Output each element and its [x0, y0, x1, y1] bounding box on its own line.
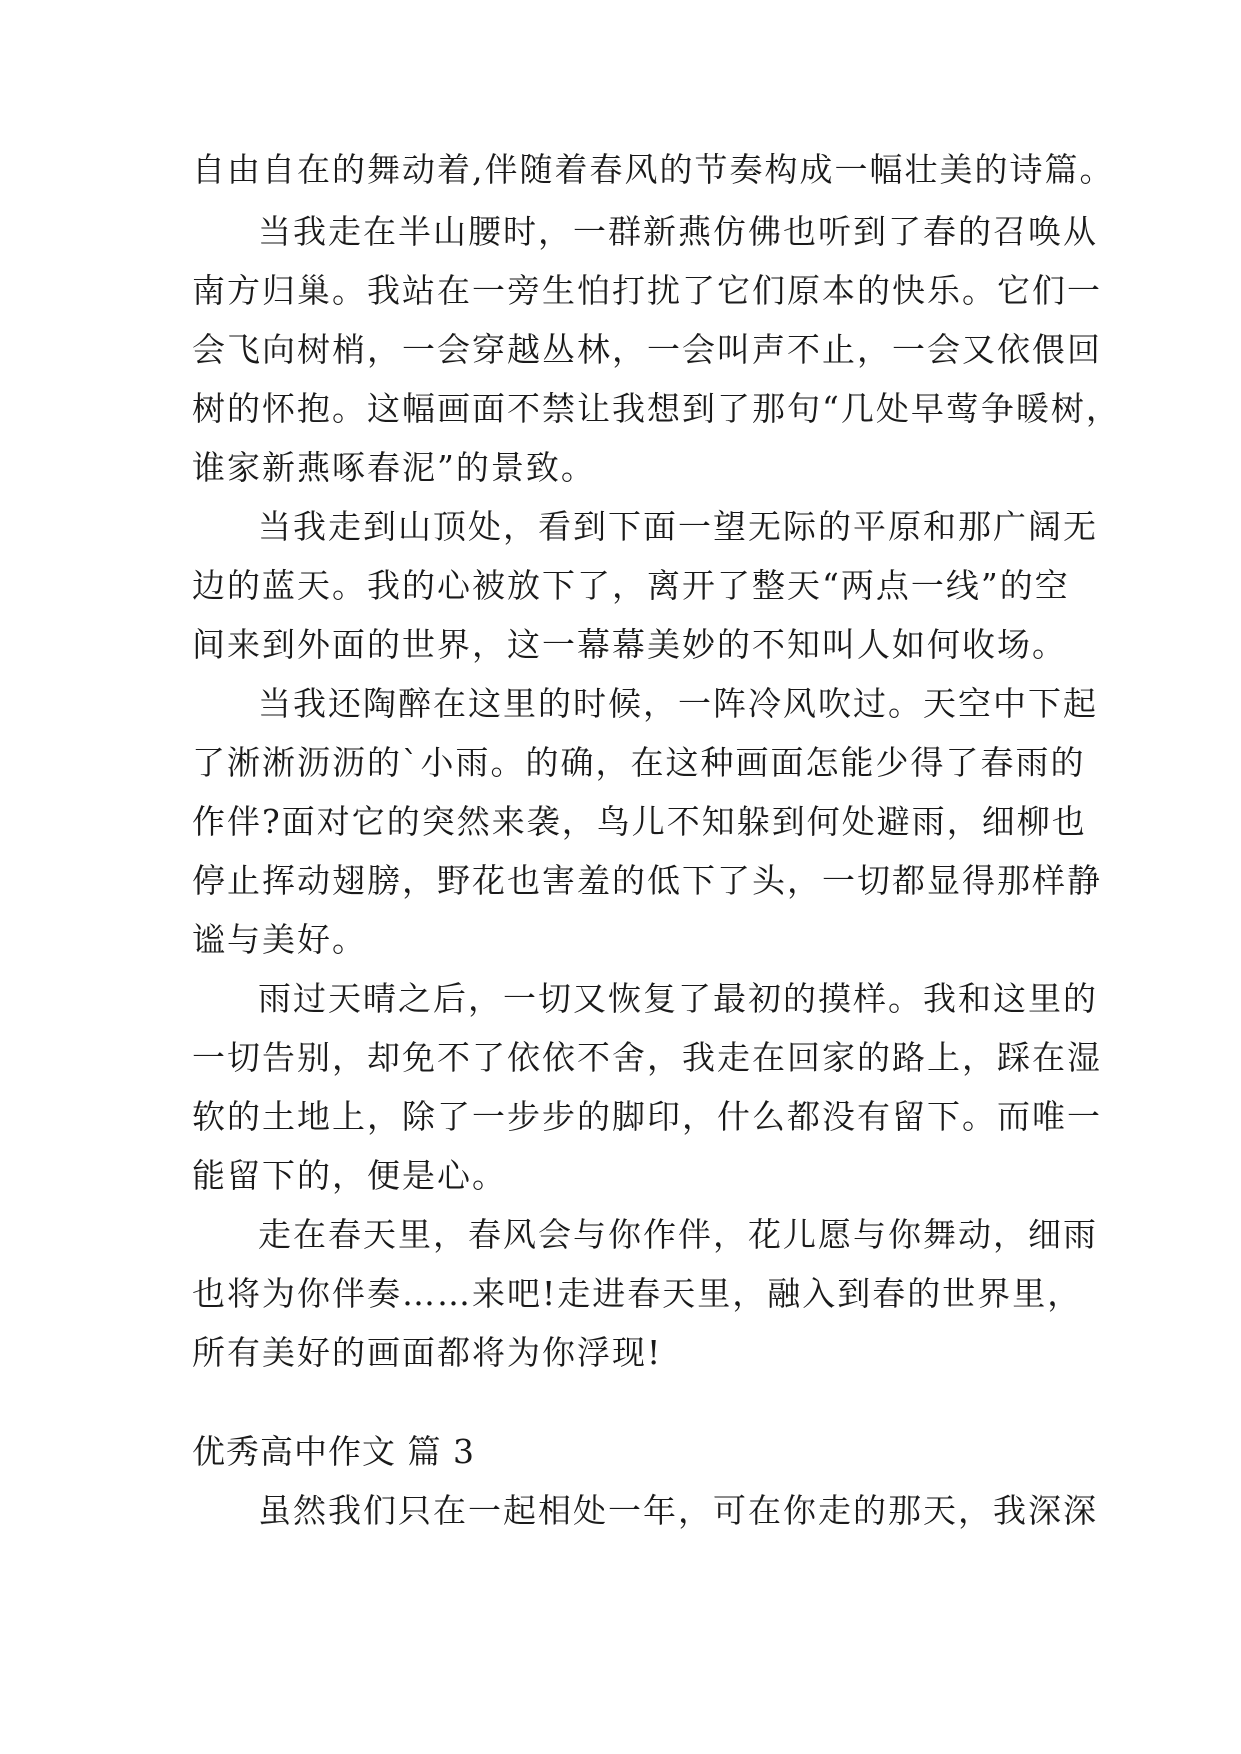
paragraph-line: 也将为你伴奏……来吧!走进春天里，融入到春的世界里， [192, 1274, 1083, 1313]
section-heading: 优秀高中作文 篇 3 [192, 1432, 475, 1471]
paragraph-line: 南方归巢。我站在一旁生怕打扰了它们原本的快乐。它们一 [192, 271, 1102, 310]
paragraph-line: 停止挥动翅膀，野花也害羞的低下了头，一切都显得那样静 [192, 861, 1102, 900]
paragraph-line: 间来到外面的世界，这一幕幕美妙的不知叫人如何收场。 [192, 625, 1067, 664]
paragraph-line: 了淅淅沥沥的`小雨。的确，在这种画面怎能少得了春雨的 [192, 743, 1086, 782]
paragraph-line: 边的蓝天。我的心被放下了，离开了整天“两点一线”的空 [192, 566, 1070, 605]
paragraph-line: 树的怀抱。这幅画面不禁让我想到了那句“几处早莺争暖树， [192, 389, 1121, 428]
paragraph-line: 雨过天晴之后，一切又恢复了最初的摸样。我和这里的 [258, 979, 1098, 1018]
paragraph-line: 当我还陶醉在这里的时候，一阵冷风吹过。天空中下起 [258, 684, 1098, 723]
paragraph-line: 作伴?面对它的突然来袭，鸟儿不知躲到何处避雨，细柳也 [192, 802, 1087, 841]
paragraph-line: 自由自在的舞动着,伴随着春风的节奏构成一幅壮美的诗篇。 [192, 150, 1115, 189]
paragraph-line: 当我走到山顶处，看到下面一望无际的平原和那广阔无 [258, 507, 1098, 546]
paragraph-line: 谧与美好。 [192, 920, 367, 959]
paragraph-line: 会飞向树梢，一会穿越丛林，一会叫声不止，一会又依偎回 [192, 330, 1102, 369]
paragraph-line: 一切告别，却免不了依依不舍，我走在回家的路上，踩在湿 [192, 1038, 1102, 1077]
paragraph-line: 虽然我们只在一起相处一年，可在你走的那天，我深深 [258, 1491, 1098, 1530]
paragraph-line: 软的土地上，除了一步步的脚印，什么都没有留下。而唯一 [192, 1097, 1102, 1136]
paragraph-line: 能留下的，便是心。 [192, 1156, 507, 1195]
paragraph-line: 谁家新燕啄春泥”的景致。 [192, 448, 596, 487]
paragraph-line: 所有美好的画面都将为你浮现! [192, 1333, 663, 1372]
paragraph-line: 走在春天里，春风会与你作伴，花儿愿与你舞动，细雨 [258, 1215, 1098, 1254]
paragraph-line: 当我走在半山腰时，一群新燕仿佛也听到了春的召唤从 [258, 212, 1098, 251]
